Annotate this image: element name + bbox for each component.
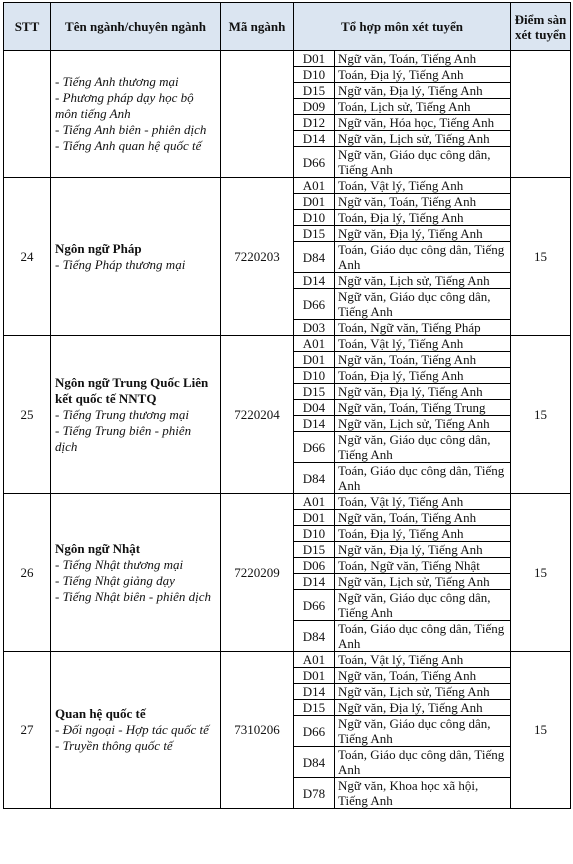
row-stt: 27 xyxy=(4,652,51,809)
major-name: Ngôn ngữ Nhật xyxy=(55,540,141,556)
specialization-item: - Tiếng Trung thương mại xyxy=(55,406,189,422)
row-major-code xyxy=(221,51,294,178)
row-stt: 26 xyxy=(4,494,51,652)
row-combos xyxy=(294,336,511,494)
combo-table xyxy=(294,336,510,493)
combo-subjects: Ngữ văn, Giáo dục công dân, Tiếng Anh xyxy=(335,590,511,621)
row-major xyxy=(51,494,221,652)
header-code: Mã ngành xyxy=(221,3,294,51)
combo-row xyxy=(294,494,510,510)
combo-table xyxy=(294,178,510,335)
combo-row xyxy=(294,99,510,115)
specialization-item: - Tiếng Nhật thương mại xyxy=(55,556,184,572)
combo-code: D12 xyxy=(294,115,335,131)
table-row xyxy=(4,494,571,652)
table-body xyxy=(4,51,571,809)
combo-code: D84 xyxy=(294,463,335,494)
combo-row xyxy=(294,147,510,178)
specialization-item: - Đối ngoại - Hợp tác quốc tế xyxy=(55,722,209,737)
row-min-score: 15 xyxy=(511,494,571,652)
combo-row xyxy=(294,320,510,336)
specialization-item: - Tiếng Pháp thương mại xyxy=(55,256,186,272)
combo-row xyxy=(294,384,510,400)
combo-subjects: Toán, Giáo dục công dân, Tiếng Anh xyxy=(338,621,505,651)
combo-subjects: Toán, Vật lý, Tiếng Anh xyxy=(335,652,511,668)
combo-row xyxy=(294,67,510,83)
row-major-code: 7220209 xyxy=(221,494,294,652)
combo-code: A01 xyxy=(294,178,335,194)
combo-row xyxy=(294,83,510,99)
admission-table-container xyxy=(3,2,570,809)
header-major: Tên ngành/chuyên ngành xyxy=(51,3,221,51)
combo-row xyxy=(294,590,510,621)
row-major xyxy=(51,51,221,178)
combo-code: D10 xyxy=(294,526,335,542)
combo-code: D01 xyxy=(294,194,335,210)
row-major-code: 7220203 xyxy=(221,178,294,336)
combo-code: D78 xyxy=(294,778,335,809)
row-combos xyxy=(294,178,511,336)
combo-code: A01 xyxy=(294,652,335,668)
header-score: Điểm sàn xét tuyển xyxy=(511,3,571,51)
combo-subjects: Ngữ văn, Địa lý, Tiếng Anh xyxy=(335,384,511,400)
combo-row xyxy=(294,621,510,652)
major-name: Ngôn ngữ Trung Quốc Liên kết quốc tế NNTQ xyxy=(55,374,209,406)
combo-row xyxy=(294,716,510,747)
combo-subjects: Ngữ văn, Khoa học xã hội, Tiếng Anh xyxy=(338,778,479,808)
combo-code: D14 xyxy=(294,131,335,147)
combo-code: D01 xyxy=(294,51,335,67)
header-stt: STT xyxy=(4,3,51,51)
combo-row xyxy=(294,700,510,716)
combo-code: D66 xyxy=(294,716,335,747)
combo-row xyxy=(294,226,510,242)
specialization-item: - Tiếng Anh quan hệ quốc tế xyxy=(55,138,202,153)
combo-row xyxy=(294,778,510,809)
combo-row xyxy=(294,368,510,384)
combo-subjects: Ngữ văn, Địa lý, Tiếng Anh xyxy=(335,226,511,242)
table-header-row xyxy=(4,3,571,51)
major-name: Quan hệ quốc tế xyxy=(55,706,146,721)
combo-table xyxy=(294,652,510,808)
combo-subjects: Ngữ văn, Toán, Tiếng Anh xyxy=(335,194,511,210)
combo-subjects: Toán, Vật lý, Tiếng Anh xyxy=(335,178,511,194)
table-row xyxy=(4,178,571,336)
combo-code: D04 xyxy=(294,400,335,416)
combo-subjects: Toán, Địa lý, Tiếng Anh xyxy=(335,368,511,384)
specialization-item: - Tiếng Anh thương mại xyxy=(55,74,179,89)
combo-code: D10 xyxy=(294,67,335,83)
combo-subjects: Ngữ văn, Địa lý, Tiếng Anh xyxy=(335,83,511,99)
combo-code: D15 xyxy=(294,226,335,242)
combo-code: D15 xyxy=(294,542,335,558)
combo-subjects: Ngữ văn, Địa lý, Tiếng Anh xyxy=(335,700,511,716)
combo-subjects: Ngữ văn, Toán, Tiếng Anh xyxy=(335,510,511,526)
combo-code: D15 xyxy=(294,700,335,716)
major-name: Ngôn ngữ Pháp xyxy=(55,240,142,256)
combo-subjects: Toán, Giáo dục công dân, Tiếng Anh xyxy=(335,242,511,273)
combo-code: D84 xyxy=(294,242,335,273)
combo-code: D01 xyxy=(294,668,335,684)
combo-code: D14 xyxy=(294,273,335,289)
combo-row xyxy=(294,289,510,320)
combo-row xyxy=(294,336,510,352)
specialization-item: - Phương pháp dạy học bộ môn tiếng Anh xyxy=(55,90,194,121)
specialization-item: - Tiếng Trung biên - phiên dịch xyxy=(55,422,192,454)
row-min-score: 15 xyxy=(511,336,571,494)
combo-subjects: Ngữ văn, Toán, Tiếng Anh xyxy=(335,352,511,368)
combo-row xyxy=(294,51,510,67)
combo-code: D14 xyxy=(294,684,335,700)
combo-subjects: Toán, Vật lý, Tiếng Anh xyxy=(335,494,511,510)
combo-row xyxy=(294,178,510,194)
specialization-item: - Tiếng Anh biên - phiên dịch xyxy=(55,122,207,137)
combo-subjects: Toán, Vật lý, Tiếng Anh xyxy=(335,336,511,352)
combo-code: D66 xyxy=(294,147,335,178)
combo-subjects: Ngữ văn, Toán, Tiếng Anh xyxy=(335,668,511,684)
combo-row xyxy=(294,510,510,526)
combo-subjects: Ngữ văn, Toán, Tiếng Anh xyxy=(335,51,511,67)
table-row xyxy=(4,652,571,809)
combo-row xyxy=(294,652,510,668)
combo-code: A01 xyxy=(294,336,335,352)
combo-subjects: Toán, Ngữ văn, Tiếng Pháp xyxy=(338,320,481,335)
row-major-code: 7310206 xyxy=(221,652,294,809)
row-stt: 25 xyxy=(4,336,51,494)
row-min-score: 15 xyxy=(511,652,571,809)
combo-subjects: Toán, Lịch sử, Tiếng Anh xyxy=(335,99,511,115)
combo-subjects: Ngữ văn, Lịch sử, Tiếng Anh xyxy=(335,131,511,147)
combo-code: D09 xyxy=(294,99,335,115)
combo-code: D03 xyxy=(294,320,335,336)
row-stt xyxy=(4,51,51,178)
combo-subjects: Ngữ văn, Giáo dục công dân, Tiếng Anh xyxy=(338,147,491,177)
combo-subjects: Ngữ văn, Lịch sử, Tiếng Anh xyxy=(335,416,511,432)
combo-row xyxy=(294,668,510,684)
combo-row xyxy=(294,115,510,131)
combo-row xyxy=(294,558,510,574)
row-combos xyxy=(294,51,511,178)
combo-subjects: Ngữ văn, Lịch sử, Tiếng Anh xyxy=(335,273,511,289)
row-major xyxy=(51,652,221,809)
specialization-item: - Truyền thông quốc tế xyxy=(55,738,173,753)
combo-code: D10 xyxy=(294,210,335,226)
combo-row xyxy=(294,542,510,558)
combo-subjects: Toán, Giáo dục công dân, Tiếng Anh xyxy=(338,463,505,493)
combo-code: D15 xyxy=(294,384,335,400)
combo-subjects: Toán, Giáo dục công dân, Tiếng Anh xyxy=(335,747,511,778)
combo-subjects: Ngữ văn, Lịch sử, Tiếng Anh xyxy=(335,574,511,590)
row-min-score: 15 xyxy=(511,178,571,336)
combo-subjects: Toán, Địa lý, Tiếng Anh xyxy=(335,210,511,226)
combo-code: D66 xyxy=(294,590,335,621)
combo-code: D66 xyxy=(294,289,335,320)
combo-row xyxy=(294,242,510,273)
combo-row xyxy=(294,400,510,416)
row-combos xyxy=(294,652,511,809)
combo-subjects: Ngữ văn, Hóa học, Tiếng Anh xyxy=(335,115,511,131)
combo-subjects: Ngữ văn, Lịch sử, Tiếng Anh xyxy=(335,684,511,700)
combo-row xyxy=(294,273,510,289)
combo-subjects: Toán, Địa lý, Tiếng Anh xyxy=(335,67,511,83)
combo-subjects: Ngữ văn, Địa lý, Tiếng Anh xyxy=(335,542,511,558)
row-min-score xyxy=(511,51,571,178)
admission-table xyxy=(3,2,571,809)
combo-subjects: Ngữ văn, Toán, Tiếng Trung xyxy=(335,400,511,416)
combo-row xyxy=(294,432,510,463)
combo-code: D84 xyxy=(294,747,335,778)
row-major xyxy=(51,336,221,494)
combo-code: D14 xyxy=(294,574,335,590)
combo-subjects: Toán, Địa lý, Tiếng Anh xyxy=(335,526,511,542)
specialization-item: - Tiếng Nhật biên - phiên dịch xyxy=(55,588,211,604)
combo-row xyxy=(294,463,510,494)
combo-code: D01 xyxy=(294,510,335,526)
row-stt: 24 xyxy=(4,178,51,336)
combo-row xyxy=(294,747,510,778)
header-combos: Tổ hợp môn xét tuyển xyxy=(294,3,511,51)
combo-code: D06 xyxy=(294,558,335,574)
row-major-code: 7220204 xyxy=(221,336,294,494)
combo-code: D01 xyxy=(294,352,335,368)
combo-code: D66 xyxy=(294,432,335,463)
combo-row xyxy=(294,352,510,368)
table-row xyxy=(4,336,571,494)
combo-row xyxy=(294,574,510,590)
combo-code: D14 xyxy=(294,416,335,432)
row-combos xyxy=(294,494,511,652)
combo-row xyxy=(294,684,510,700)
combo-code: D15 xyxy=(294,83,335,99)
combo-subjects: Ngữ văn, Giáo dục công dân, Tiếng Anh xyxy=(335,289,511,320)
combo-row xyxy=(294,131,510,147)
combo-row xyxy=(294,194,510,210)
table-row xyxy=(4,51,571,178)
combo-subjects: Toán, Ngữ văn, Tiếng Nhật xyxy=(335,558,511,574)
combo-row xyxy=(294,416,510,432)
combo-subjects: Ngữ văn, Giáo dục công dân, Tiếng Anh xyxy=(335,716,511,747)
combo-code: D10 xyxy=(294,368,335,384)
combo-row xyxy=(294,210,510,226)
combo-code: D84 xyxy=(294,621,335,652)
combo-row xyxy=(294,526,510,542)
combo-table xyxy=(294,494,510,651)
combo-table xyxy=(294,51,510,177)
specialization-item: - Tiếng Nhật giảng dạy xyxy=(55,572,175,588)
combo-code: A01 xyxy=(294,494,335,510)
row-major xyxy=(51,178,221,336)
combo-subjects: Ngữ văn, Giáo dục công dân, Tiếng Anh xyxy=(335,432,511,463)
